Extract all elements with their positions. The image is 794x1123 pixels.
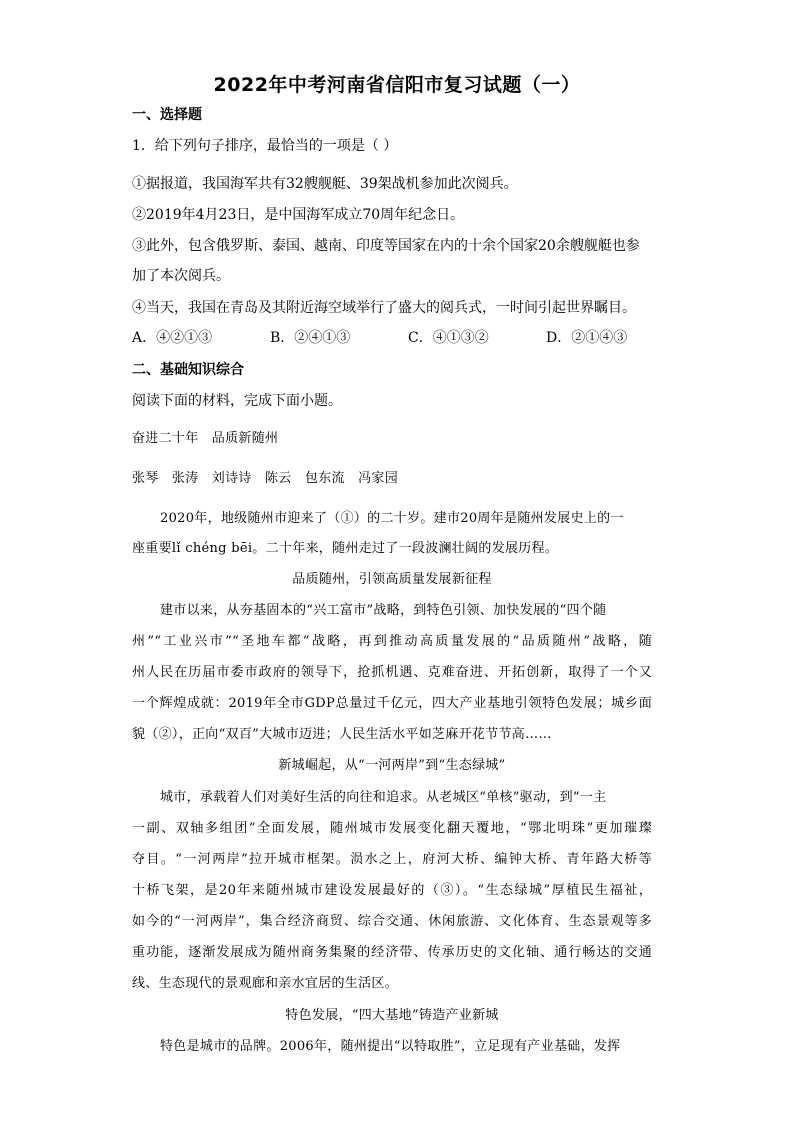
option-c[interactable]: C．④①③② [408,330,489,346]
page-title: 2022年中考河南省信阳市复习试题（一） [213,74,581,96]
question-1-stem: 1．给下列句子排序，最恰当的一项是（ ） [132,138,398,154]
answer-options [132,327,652,347]
sentence-2: ②2019年4月23日，是中国海军成立70周年纪念日。 [132,207,465,223]
paragraph-line: 如今的“一河两岸”，集合经济商贸、综合交通、休闲旅游、文化体育、生态景观等多 [132,914,652,929]
sentence-3-cont: 加了本次阅兵。 [132,268,230,284]
paragraph-line: 2020年，地级随州市迎来了（①）的二十岁。建市20周年是随州发展史上的一 [160,511,624,526]
paragraph-line: 重功能，逐渐发展成为随州商务集聚的经济带、传承历史的文化轴、通行畅达的交通 [132,945,652,960]
paragraph-line: 一个辉煌成就：2019年全市GDP总量过千亿元，四大产业基地引领特色发展；城乡面 [132,696,652,711]
article-title: 奋进二十年 品质新随州 [132,431,279,446]
paragraph-line: 特色是城市的品牌。2006年，随州提出“以特取胜”，立足现有产业基础，发挥 [160,1039,621,1054]
option-d[interactable]: D．②①④③ [546,330,628,346]
option-b[interactable]: B．②④①③ [270,330,351,346]
paragraph-line: 州”“工业兴市”“圣地车都”战略，再到推动高质量发展的“品质随州”战略，随 [132,634,652,649]
sentence-3: ③此外，包含俄罗斯、泰国、越南、印度等国家在内的十余个国家20余艘舰艇也参 [132,238,640,254]
reading-instruction: 阅读下面的材料，完成下面小题。 [132,393,342,409]
article-authors: 张琴 张涛 刘诗诗 陈云 包东流 冯家园 [132,471,399,486]
paragraph-line: 座重要lǐ chéng bēi。二十年来，随州走过了一段波澜壮阔的发展历程。 [132,541,559,556]
paragraph-line: 貌（②），正向“双百”大城市迈进；人民生活水平如芝麻开花节节高…… [132,727,552,742]
paragraph-line: 州人民在历届市委市政府的领导下，抢抓机遇、克难奋进、开拓创新，取得了一个又 [132,665,652,680]
paragraph-line: 十桥飞架，是20年来随州城市建设发展最好的（③）。“生态绿城”厚植民生福祉， [132,883,652,898]
subheading: 品质随州，引领高质量发展新征程 [292,572,492,587]
option-a[interactable]: A．④②①③ [132,330,213,346]
paragraph-line: 一副、双轴多组团”全面发展，随州城市发展变化翻天覆地，“鄂北明珠”更加璀璨 [132,821,652,836]
section-heading-basics: 二、基础知识综合 [132,362,244,378]
paragraph-line: 建市以来，从夯基固本的“兴工富市”战略，到特色引领、加快发展的“四个随 [160,603,607,618]
paragraph-line: 城市，承载着人们对美好生活的向往和追求。从老城区“单核”驱动，到“一主 [160,790,607,805]
paragraph-line: 夺目。“一河两岸”拉开城市框架。涢水之上，府河大桥、编钟大桥、青年路大桥等 [132,852,652,867]
sentence-4: ④当天，我国在青岛及其附近海空域举行了盛大的阅兵式，一时间引起世界瞩目。 [132,300,636,316]
subheading: 特色发展，“四大基地”铸造产业新城 [285,1008,499,1023]
paragraph-line: 线、生态现代的景观廊和亲水宜居的生活区。 [132,976,399,991]
section-heading-choice: 一、选择题 [132,107,202,123]
sentence-1: ①据报道，我国海军共有32艘舰艇、39架战机参加此次阅兵。 [132,176,518,192]
subheading: 新城崛起，从“一河两岸”到“生态绿城” [278,758,506,773]
